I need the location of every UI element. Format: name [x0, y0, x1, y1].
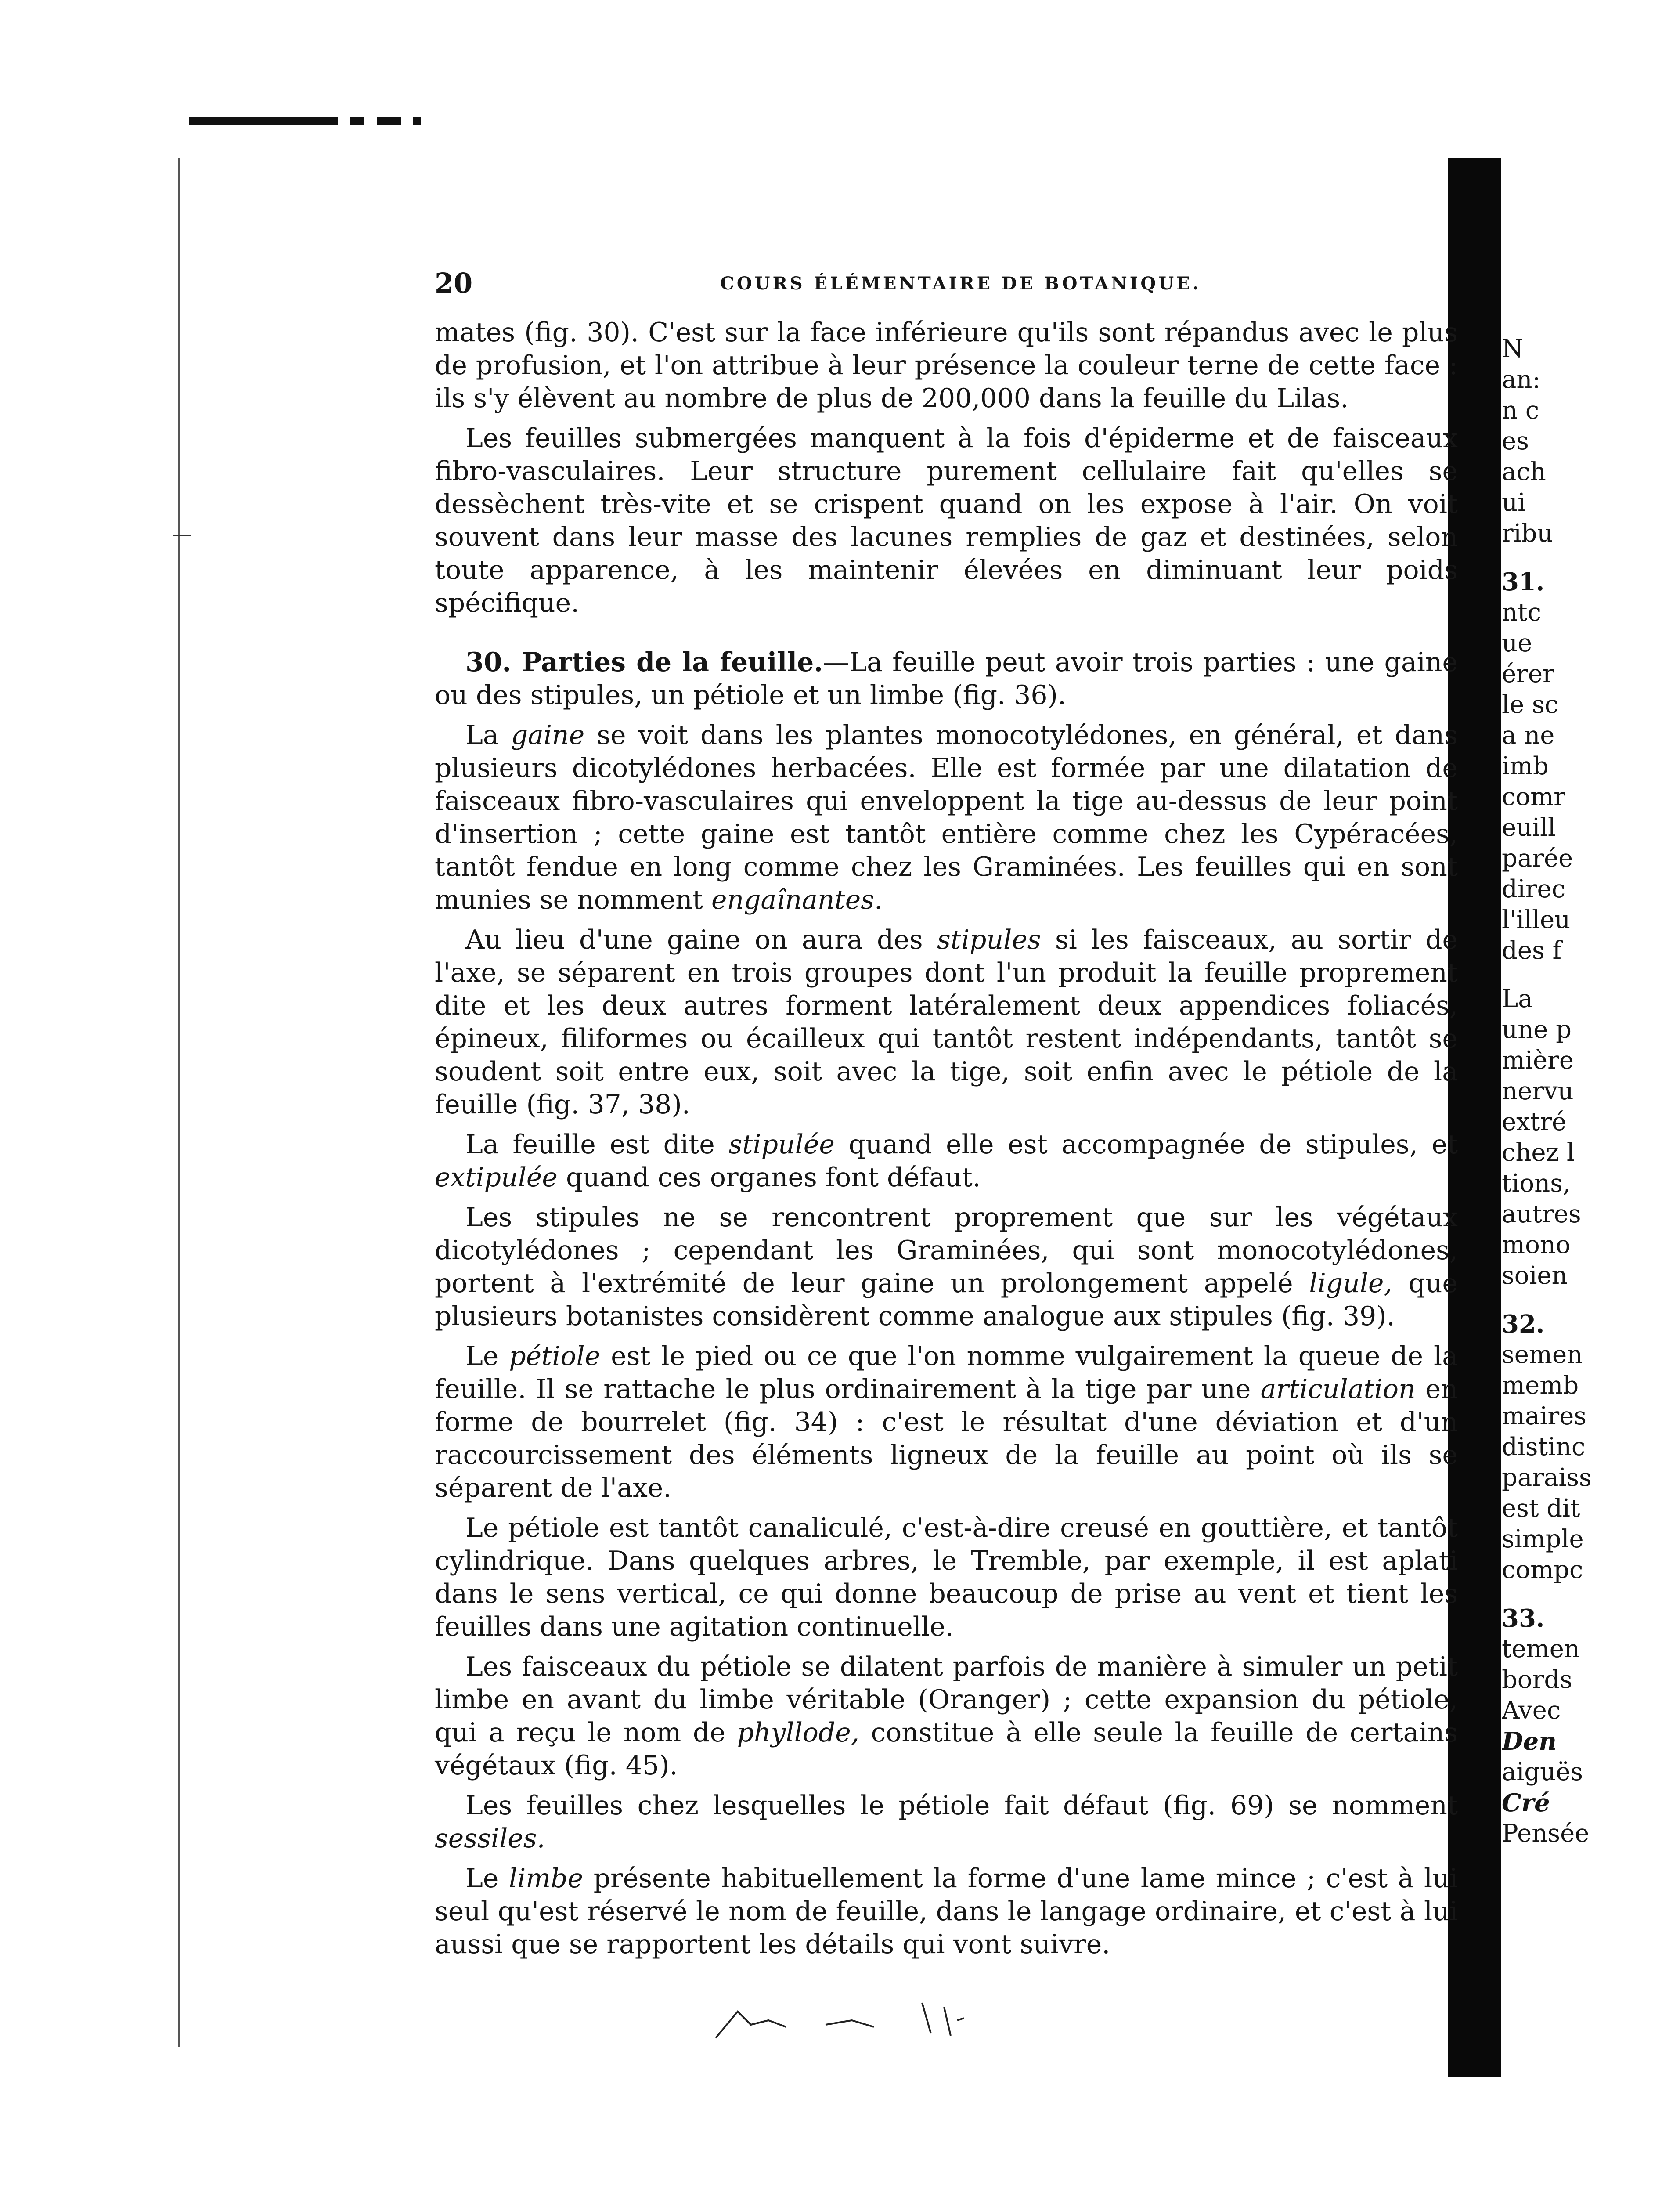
running-title: COURS ÉLÉMENTAIRE DE BOTANIQUE. — [720, 273, 1201, 294]
fragment: distinc — [1502, 1433, 1586, 1461]
section-30-text: —La feuille peut avoir trois parties : une gaine ou des stipules, un pétiole et un limbe (fig. 36). — [435, 647, 1458, 711]
text-span: en forme de bourrelet (fig. 34) : c'est le résultat d'une déviation et d'un raccourcissement des éléments ligneux de la feuille au point où ils se séparent de l'axe. — [435, 1374, 1458, 1503]
fragment: érer — [1502, 660, 1554, 688]
fragment: autres — [1502, 1200, 1581, 1228]
scan-left-rule — [178, 158, 180, 2047]
fragment-section-32: 32. — [1502, 1310, 1545, 1339]
fragment: ue — [1502, 629, 1532, 657]
text-span: Les feuilles chez lesquelles le pétiole fait défaut (fig. 69) se nomment — [465, 1790, 1458, 1821]
term-extipulee: extipulée — [435, 1162, 558, 1193]
running-head — [435, 267, 1458, 307]
scan-top-bar — [189, 116, 421, 125]
paragraph-stipulee — [435, 1128, 1458, 1194]
page-number: 20 — [435, 267, 473, 299]
fragment: Pensée — [1502, 1819, 1590, 1848]
fragment: chez l — [1502, 1138, 1575, 1167]
term-articulation: articulation — [1260, 1374, 1416, 1405]
fragment: des f — [1502, 936, 1562, 965]
section-heading-30: 30. Parties de la feuille. — [465, 647, 823, 678]
fragment: Den — [1502, 1727, 1557, 1756]
text-span: quand ces organes font défaut. — [557, 1162, 981, 1193]
next-page-fragments — [1502, 334, 1633, 1849]
fragment: comr — [1502, 783, 1565, 811]
fragment: l'illeu — [1502, 906, 1571, 934]
text-span: constitue à elle seule la feuille de certains végétaux (fig. 45). — [435, 1717, 1458, 1781]
fragment: ui — [1502, 488, 1525, 517]
fragment: paraiss — [1502, 1463, 1592, 1492]
fragment: mière — [1502, 1046, 1574, 1075]
paragraph-stomates: mates (fig. 30). C'est sur la face inférieure qu'ils sont répandus avec le plus de profusion, et l'on attribue à leur présence la couleur terne de cette face : ils s'y élèvent au nombre de plus de 200,000 dans la feuille du Lilas. — [435, 317, 1458, 414]
fragment: imb — [1502, 752, 1549, 780]
text-span: La feuille est dite — [465, 1129, 729, 1160]
term-stipulee: stipulée — [728, 1129, 835, 1160]
fragment: simple — [1502, 1525, 1584, 1553]
pencil-scribble-mark — [711, 1994, 1019, 2047]
text-span: Le — [465, 1863, 509, 1894]
text-span: si les faisceaux, au sortir de l'axe, se séparent en trois groupes dont l'un produit la feuille proprement dite et les deux autres forment latéralement deux appendices foliacés, épineux, filiformes ou écailleux qui tantôt restent indépendants, tantôt se soudent soit entre eux, soit avec la tige, soit enfin avec le pétiole de la feuille (fig. 37, 38). — [435, 925, 1458, 1120]
term-petiole: pétiole — [509, 1341, 601, 1372]
text-span: Le — [465, 1341, 509, 1372]
fragment: ribu — [1502, 519, 1553, 548]
term-stipules: stipules — [937, 925, 1041, 955]
text-span: La — [465, 720, 511, 751]
text-span: Les stipules ne se rencontrent proprement que sur les végétaux dicotylédones ; cependant les Graminées, qui sont monocotylédones, portent à l'extrémité de leur gaine un prolongement appelé — [435, 1202, 1458, 1299]
fragment: tions, — [1502, 1169, 1571, 1198]
paragraph-stipules — [435, 924, 1458, 1121]
term-phyllode: phyllode, — [737, 1717, 859, 1748]
fragment: an: — [1502, 365, 1541, 394]
term-ligule: ligule, — [1309, 1268, 1392, 1299]
fragment: N — [1502, 335, 1523, 363]
fragment: est dit — [1502, 1494, 1580, 1523]
fragment: nervu — [1502, 1077, 1574, 1105]
fragment: es — [1502, 427, 1529, 455]
fragment: direc — [1502, 875, 1566, 903]
text-span: Au lieu d'une gaine on aura des — [465, 925, 937, 955]
paragraph-gaine — [435, 719, 1458, 917]
fragment: memb — [1502, 1371, 1579, 1400]
fragment: bords — [1502, 1665, 1572, 1694]
paragraph-section-30 — [435, 646, 1458, 712]
text-span: est le pied ou ce que l'on nomme vulgairement la queue de la feuille. Il se rattache le plus ordinairement à la tige par une — [435, 1341, 1458, 1405]
text-span: présente habituellement la forme d'une lame mince ; c'est à lui seul qu'est réservé le nom de feuille, dans le langage ordinaire, et c'est à lui aussi que se rapportent les détails qui vont suivre. — [435, 1863, 1458, 1960]
fragment: La — [1502, 985, 1533, 1013]
fragment: Avec — [1502, 1696, 1561, 1725]
body-text — [435, 316, 1458, 1968]
fragment: extré — [1502, 1108, 1567, 1136]
text-span: se voit dans les plantes monocotylédones, en général, et dans plusieurs dicotylédones herbacées. Elle est formée par une dilatation de faisceaux fibro-vasculaires qui enveloppent la tige au-dessus de leur point d'insertion ; cette gaine est tantôt entière comme chez les Cypéracées, tantôt fendue en long comme chez les Graminées. Les feuilles qui en sont munies se nomment — [435, 720, 1458, 915]
paragraph-limbe — [435, 1862, 1458, 1961]
fragment: a ne — [1502, 721, 1555, 750]
fragment-section-33: 33. — [1502, 1604, 1545, 1633]
fragment: ach — [1502, 458, 1546, 486]
text-span: que plusieurs botanistes considèrent comme analogue aux stipules (fig. 39). — [435, 1268, 1458, 1332]
scan-left-tick — [173, 535, 191, 536]
term-engainantes: engaînantes. — [711, 885, 883, 915]
fragment: Cré — [1502, 1788, 1550, 1817]
term-sessiles: sessiles. — [435, 1823, 545, 1854]
fragment: ntc — [1502, 598, 1541, 627]
fragment: aiguës — [1502, 1758, 1583, 1786]
paragraph-submerged-leaves: Les feuilles submergées manquent à la fois d'épiderme et de faisceaux fibro-vasculaires. Leur structure purement cellulaire fait qu'elles se dessèchent très-vite et se crispent quand on les expose à l'air. On voit souvent dans leur masse des lacunes remplies de gaz et destinées, selon toute apparence, à les maintenir élevées en diminuant leur poids spécifique. — [435, 423, 1458, 618]
fragment: compc — [1502, 1556, 1583, 1584]
fragment: temen — [1502, 1635, 1580, 1663]
term-gaine: gaine — [511, 720, 585, 751]
paragraph-petiole — [435, 1340, 1458, 1505]
fragment: le sc — [1502, 690, 1558, 719]
fragment: n c — [1502, 396, 1539, 425]
fragment: mono — [1502, 1231, 1571, 1259]
fragment: soien — [1502, 1261, 1568, 1290]
paragraph-petiole-shape: Le pétiole est tantôt canaliculé, c'est-à-dire creusé en gouttière, et tantôt cylindrique. Dans quelques arbres, le Tremble, par exemple, il est aplati dans le sens vertical, ce qui donne beaucoup de prise au vent et tient les feuilles dans une agitation continuelle. — [435, 1513, 1458, 1642]
paragraph-phyllode — [435, 1651, 1458, 1782]
term-limbe: limbe — [508, 1863, 584, 1894]
fragment: euill — [1502, 813, 1556, 842]
paragraph-ligule — [435, 1201, 1458, 1333]
text-span: quand elle est accompagnée de stipules, et — [834, 1129, 1458, 1160]
text-span: Les faisceaux du pétiole se dilatent parfois de manière à simuler un petit limbe en avant du limbe véritable (Oranger) ; cette expansion du pétiole, qui a reçu le nom de — [435, 1651, 1458, 1748]
paragraph-sessiles — [435, 1789, 1458, 1855]
fragment: semen — [1502, 1340, 1583, 1369]
fragment-section-31: 31. — [1502, 567, 1545, 596]
fragment: une p — [1502, 1015, 1572, 1044]
fragment: maires — [1502, 1402, 1587, 1430]
fragment: parée — [1502, 844, 1573, 873]
